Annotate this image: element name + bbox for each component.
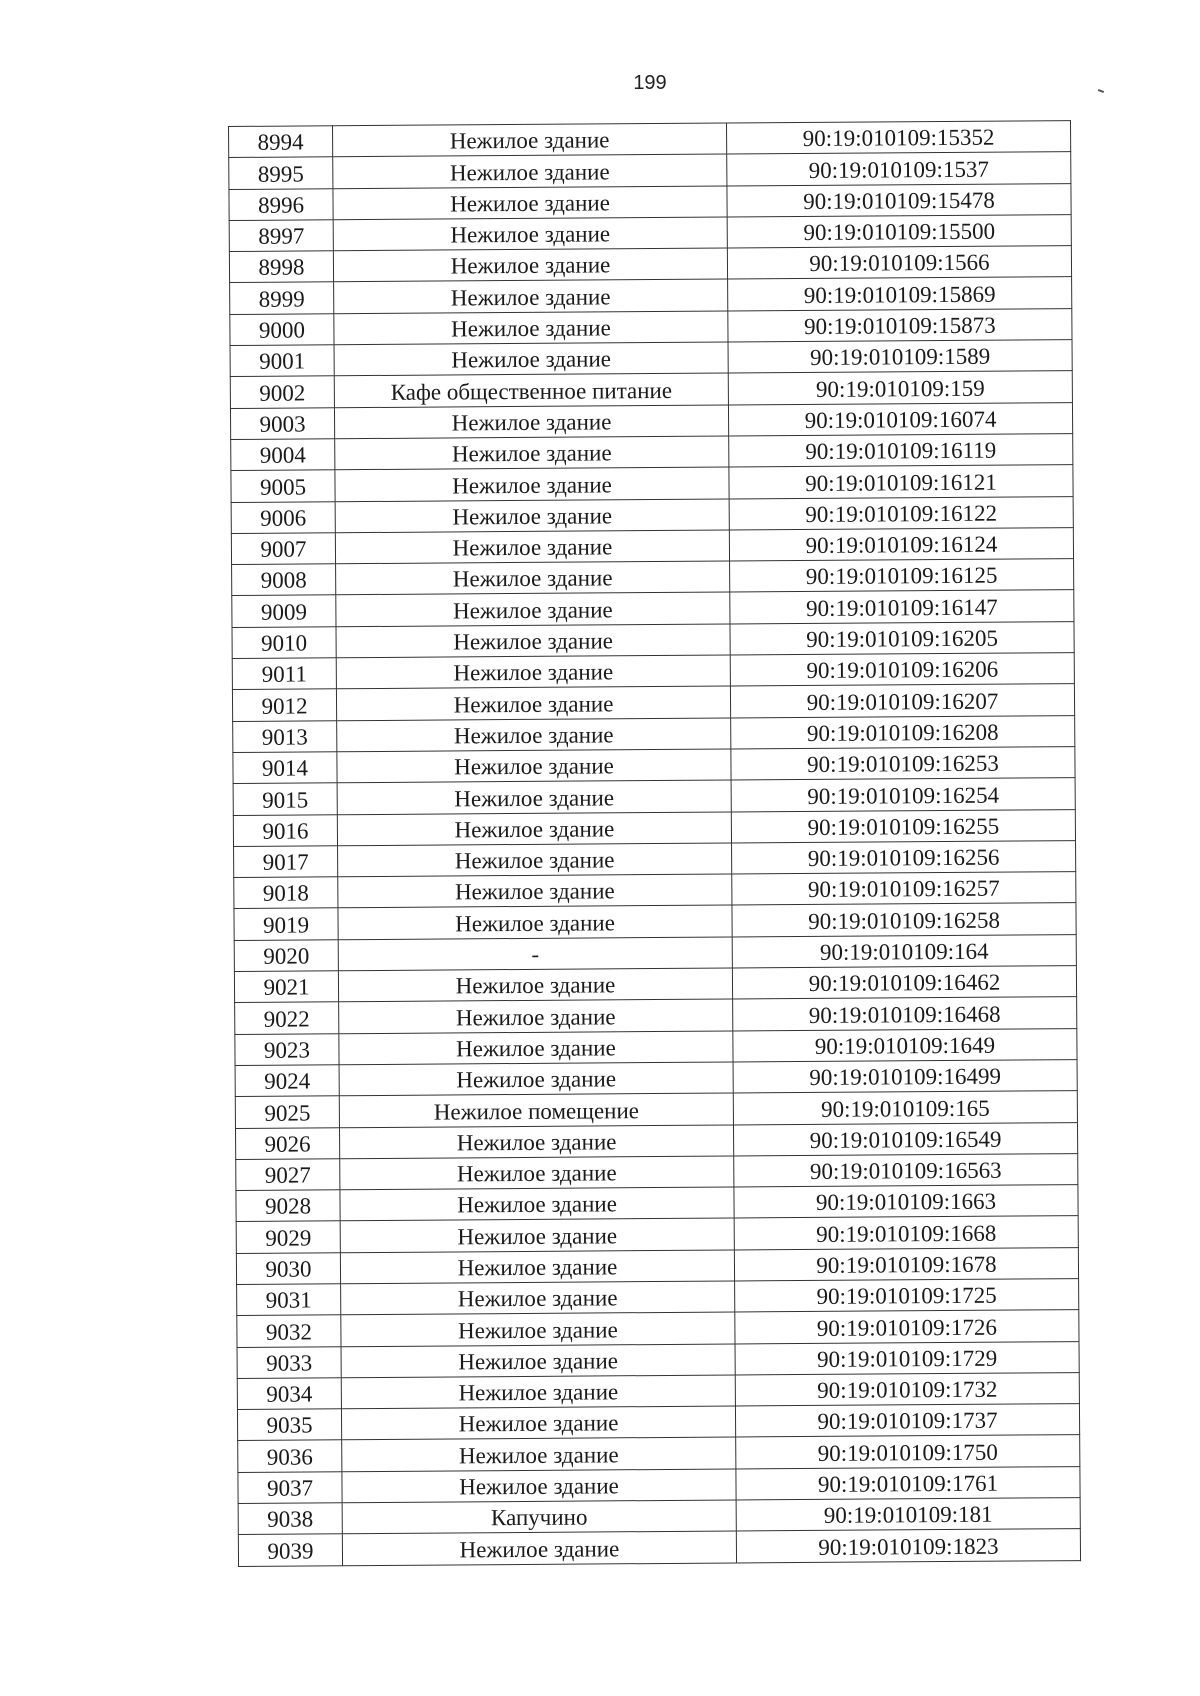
table-row: [238, 1529, 1080, 1566]
table-row: [235, 1091, 1077, 1128]
table-row: [233, 747, 1075, 784]
cadastral-number-cell: 90:19:010109:1726: [735, 1310, 1079, 1344]
cadastral-number-cell: 90:19:010109:16074: [728, 402, 1072, 436]
object-name-cell: Нежилое здание: [337, 780, 731, 814]
object-name-cell: -: [338, 937, 732, 971]
object-name-cell: Нежилое здание: [341, 1281, 735, 1315]
property-registry-table: [228, 120, 1081, 1567]
object-name-cell: Нежилое здание: [335, 436, 729, 470]
table-row: [235, 1122, 1077, 1159]
object-name-cell: Нежилое здание: [339, 1062, 733, 1096]
cadastral-number-cell: 90:19:010109:1750: [736, 1435, 1080, 1469]
table-row: [229, 246, 1071, 283]
object-name-cell: Нежилое здание: [342, 1437, 736, 1471]
table-row: [232, 653, 1074, 690]
row-number-cell: 9026: [235, 1127, 339, 1159]
cadastral-number-cell: 90:19:010109:16121: [729, 465, 1073, 499]
row-number-cell: 9010: [232, 627, 336, 659]
table-row: [229, 121, 1071, 158]
row-number-cell: 9003: [230, 407, 334, 439]
table-row: [233, 778, 1075, 815]
table-row: [232, 684, 1074, 721]
cadastral-number-cell: 90:19:010109:164: [732, 934, 1076, 968]
cadastral-number-cell: 90:19:010109:16124: [729, 527, 1073, 561]
row-number-cell: 8994: [229, 126, 333, 158]
row-number-cell: 9014: [233, 752, 337, 784]
table-row: [236, 1185, 1078, 1222]
object-name-cell: Нежилое здание: [341, 1312, 735, 1346]
table-row: [235, 1060, 1077, 1097]
object-name-cell: Нежилое здание: [333, 217, 727, 251]
row-number-cell: 9009: [232, 595, 336, 627]
table-row: [235, 1028, 1077, 1065]
object-name-cell: Нежилое здание: [336, 624, 730, 658]
table-row: [230, 371, 1072, 408]
object-name-cell: Нежилое здание: [334, 311, 728, 345]
cadastral-number-cell: 90:19:010109:1761: [736, 1466, 1080, 1500]
cadastral-number-cell: 90:19:010109:16549: [733, 1122, 1077, 1156]
cadastral-number-cell: 90:19:010109:16499: [733, 1060, 1077, 1094]
cadastral-number-cell: 90:19:010109:1823: [736, 1529, 1080, 1563]
row-number-cell: 9005: [231, 470, 335, 502]
object-name-cell: Нежилое здание: [334, 405, 728, 439]
object-name-cell: Нежилое здание: [341, 1406, 735, 1440]
cadastral-number-cell: 90:19:010109:1649: [733, 1028, 1077, 1062]
object-name-cell: Нежилое здание: [339, 1031, 733, 1065]
object-name-cell: Нежилое здание: [341, 1344, 735, 1378]
row-number-cell: 9029: [236, 1221, 340, 1253]
object-name-cell: Нежилое здание: [341, 1375, 735, 1409]
object-name-cell: Нежилое помещение: [339, 1093, 733, 1127]
cadastral-number-cell: 90:19:010109:1589: [728, 340, 1072, 374]
registry-body: [229, 121, 1081, 1566]
table-row: [237, 1372, 1079, 1409]
table-row: [234, 934, 1076, 971]
row-number-cell: 9019: [234, 908, 338, 940]
row-number-cell: 9039: [238, 1534, 342, 1566]
row-number-cell: 9001: [230, 345, 334, 377]
cadastral-number-cell: 90:19:010109:159: [728, 371, 1072, 405]
row-number-cell: 9004: [231, 439, 335, 471]
row-number-cell: 9000: [230, 314, 334, 346]
cadastral-number-cell: 90:19:010109:1537: [727, 152, 1071, 186]
row-number-cell: 9021: [234, 971, 338, 1003]
row-number-cell: 9038: [238, 1503, 342, 1535]
row-number-cell: 9034: [237, 1378, 341, 1410]
table-row: [237, 1279, 1079, 1316]
table-row: [230, 340, 1072, 377]
cadastral-number-cell: 90:19:010109:16119: [729, 434, 1073, 468]
object-name-cell: Нежилое здание: [334, 342, 728, 376]
row-number-cell: 9006: [231, 501, 335, 533]
object-name-cell: Нежилое здание: [340, 1187, 734, 1221]
object-name-cell: Нежилое здание: [342, 1531, 736, 1565]
cadastral-number-cell: 90:19:010109:1725: [735, 1279, 1079, 1313]
row-number-cell: 9013: [233, 720, 337, 752]
row-number-cell: 9031: [237, 1284, 341, 1316]
object-name-cell: Нежилое здание: [338, 905, 732, 939]
table-row: [236, 1153, 1078, 1190]
table-row: [237, 1310, 1079, 1347]
object-name-cell: Нежилое здание: [333, 248, 727, 282]
row-number-cell: 9023: [235, 1033, 339, 1065]
object-name-cell: Нежилое здание: [335, 530, 729, 564]
row-number-cell: 9025: [235, 1096, 339, 1128]
cadastral-number-cell: 90:19:010109:16125: [730, 559, 1074, 593]
row-number-cell: 9032: [237, 1315, 341, 1347]
row-number-cell: 9007: [231, 533, 335, 565]
cadastral-number-cell: 90:19:010109:16208: [731, 715, 1075, 749]
object-name-cell: Нежилое здание: [338, 874, 732, 908]
row-number-cell: 8998: [229, 251, 333, 283]
table-row: [233, 809, 1075, 846]
cadastral-number-cell: 90:19:010109:15500: [727, 215, 1071, 249]
object-name-cell: Нежилое здание: [336, 592, 730, 626]
cadastral-number-cell: 90:19:010109:16147: [730, 590, 1074, 624]
object-name-cell: Нежилое здание: [340, 1156, 734, 1190]
object-name-cell: Нежилое здание: [339, 1124, 733, 1158]
cadastral-number-cell: 90:19:010109:1729: [735, 1341, 1079, 1375]
object-name-cell: Нежилое здание: [339, 999, 733, 1033]
row-number-cell: 9008: [232, 564, 336, 596]
object-name-cell: Нежилое здание: [334, 280, 728, 314]
cadastral-number-cell: 90:19:010109:1737: [735, 1404, 1079, 1438]
row-number-cell: 9017: [234, 846, 338, 878]
table-row: [238, 1498, 1080, 1535]
object-name-cell: Нежилое здание: [337, 749, 731, 783]
object-name-cell: Нежилое здание: [336, 561, 730, 595]
cadastral-number-cell: 90:19:010109:16468: [733, 997, 1077, 1031]
row-number-cell: 9027: [236, 1159, 340, 1191]
table-row: [234, 840, 1076, 877]
object-name-cell: Нежилое здание: [340, 1218, 734, 1252]
row-number-cell: 8995: [229, 157, 333, 189]
object-name-cell: Нежилое здание: [337, 718, 731, 752]
object-name-cell: Нежилое здание: [333, 123, 727, 157]
row-number-cell: 9020: [234, 939, 338, 971]
table-row: [233, 715, 1075, 752]
row-number-cell: 9033: [237, 1346, 341, 1378]
cadastral-number-cell: 90:19:010109:16205: [730, 621, 1074, 655]
object-name-cell: Нежилое здание: [333, 186, 727, 220]
table-row: [232, 559, 1074, 596]
row-number-cell: 8999: [230, 282, 334, 314]
cadastral-number-cell: 90:19:010109:15478: [727, 183, 1071, 217]
table-row: [230, 277, 1072, 314]
table-row: [235, 997, 1077, 1034]
object-name-cell: Нежилое здание: [337, 812, 731, 846]
cadastral-number-cell: 90:19:010109:16258: [732, 903, 1076, 937]
table-row: [231, 465, 1073, 502]
cadastral-number-cell: 90:19:010109:16122: [729, 496, 1073, 530]
row-number-cell: 9011: [232, 658, 336, 690]
row-number-cell: 9028: [236, 1190, 340, 1222]
cadastral-number-cell: 90:19:010109:1732: [735, 1372, 1079, 1406]
table-row: [234, 872, 1076, 909]
table-row: [232, 621, 1074, 658]
table-row: [234, 966, 1076, 1003]
table-row: [231, 527, 1073, 564]
table-row: [230, 402, 1072, 439]
table-row: [236, 1216, 1078, 1253]
cadastral-number-cell: 90:19:010109:1663: [734, 1185, 1078, 1219]
cadastral-number-cell: 90:19:010109:16254: [731, 778, 1075, 812]
cadastral-number-cell: 90:19:010109:181: [736, 1498, 1080, 1532]
row-number-cell: 9012: [232, 689, 336, 721]
object-name-cell: Нежилое здание: [336, 686, 730, 720]
object-name-cell: Нежилое здание: [338, 843, 732, 877]
table-row: [229, 152, 1071, 189]
cadastral-number-cell: 90:19:010109:15869: [728, 277, 1072, 311]
object-name-cell: Нежилое здание: [342, 1469, 736, 1503]
cadastral-number-cell: 90:19:010109:16563: [734, 1153, 1078, 1187]
row-number-cell: 9036: [238, 1440, 342, 1472]
row-number-cell: 9037: [238, 1472, 342, 1504]
object-name-cell: Капучино: [342, 1500, 736, 1534]
table-row: [230, 308, 1072, 345]
cadastral-number-cell: 90:19:010109:16253: [731, 747, 1075, 781]
object-name-cell: Нежилое здание: [338, 968, 732, 1002]
object-name-cell: Нежилое здание: [340, 1250, 734, 1284]
cadastral-number-cell: 90:19:010109:1668: [734, 1216, 1078, 1250]
object-name-cell: Нежилое здание: [333, 154, 727, 188]
cadastral-number-cell: 90:19:010109:16207: [730, 684, 1074, 718]
cadastral-number-cell: 90:19:010109:1678: [734, 1247, 1078, 1281]
row-number-cell: 9015: [233, 783, 337, 815]
object-name-cell: Нежилое здание: [336, 655, 730, 689]
row-number-cell: 9016: [233, 814, 337, 846]
table-row: [231, 496, 1073, 533]
cadastral-number-cell: 90:19:010109:16255: [731, 809, 1075, 843]
table-row: [238, 1466, 1080, 1503]
object-name-cell: Нежилое здание: [335, 467, 729, 501]
row-number-cell: 9024: [235, 1065, 339, 1097]
row-number-cell: 9035: [237, 1409, 341, 1441]
object-name-cell: Нежилое здание: [335, 499, 729, 533]
row-number-cell: 9002: [230, 376, 334, 408]
cadastral-number-cell: 90:19:010109:15352: [726, 121, 1070, 155]
row-number-cell: 8996: [229, 188, 333, 220]
table-row: [237, 1341, 1079, 1378]
table-row: [232, 590, 1074, 627]
page-number: 199: [633, 72, 667, 94]
row-number-cell: 8997: [229, 220, 333, 252]
cadastral-number-cell: 90:19:010109:16257: [732, 872, 1076, 906]
table-row: [236, 1247, 1078, 1284]
cadastral-number-cell: 90:19:010109:1566: [727, 246, 1071, 280]
row-number-cell: 9018: [234, 877, 338, 909]
table-row: [231, 434, 1073, 471]
table-row: [234, 903, 1076, 940]
table-row: [229, 183, 1071, 220]
table-row: [238, 1435, 1080, 1472]
cadastral-number-cell: 90:19:010109:16256: [732, 840, 1076, 874]
table-row: [229, 215, 1071, 252]
cadastral-number-cell: 90:19:010109:15873: [728, 308, 1072, 342]
object-name-cell: Кафе общественное питание: [334, 373, 728, 407]
cadastral-number-cell: 90:19:010109:16462: [732, 966, 1076, 1000]
row-number-cell: 9030: [236, 1252, 340, 1284]
row-number-cell: 9022: [235, 1002, 339, 1034]
table-row: [237, 1404, 1079, 1441]
cadastral-number-cell: 90:19:010109:16206: [730, 653, 1074, 687]
cadastral-number-cell: 90:19:010109:165: [733, 1091, 1077, 1125]
